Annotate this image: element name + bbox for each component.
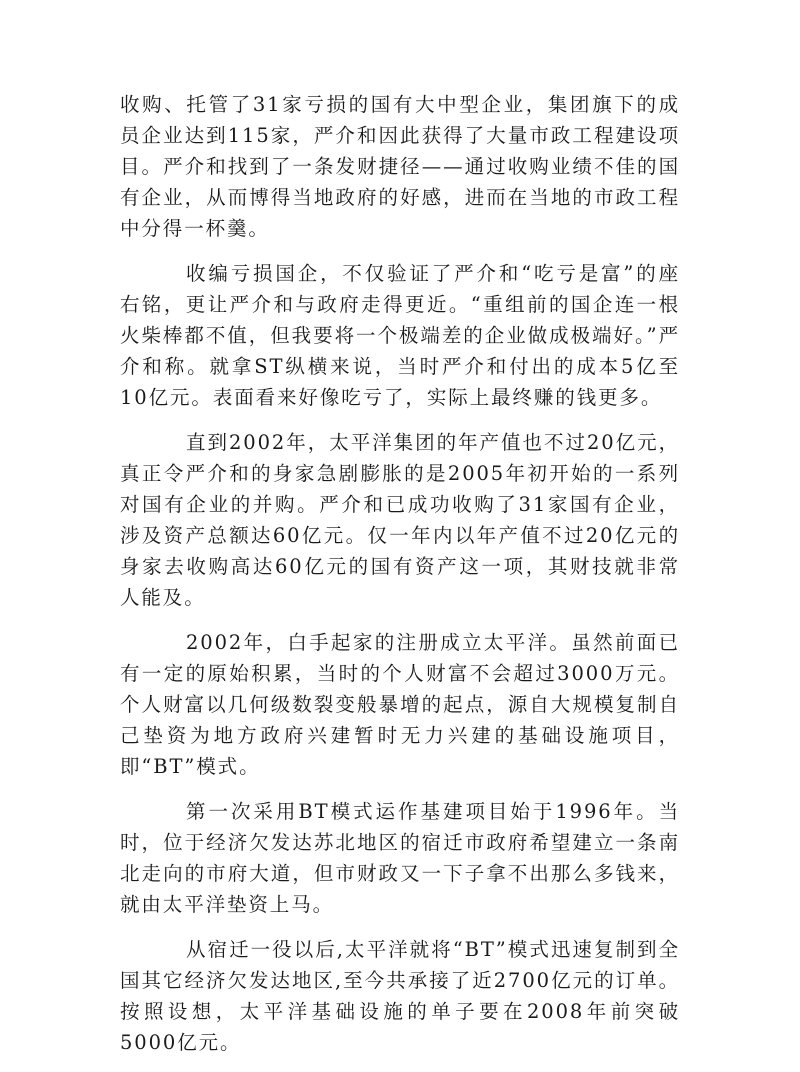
paragraph-loss-making-soes: 收编亏损国企，不仅验证了严介和“吃亏是富”的座右铭，更让严介和与政府走得更近。“重组前的国企连一根火柴棒都不值，但我要将一个极端差的企业做成极端好。”严介和称。就拿ST纵横来说，当时严介和付出的成本5亿至10亿元。表面看来好像吃亏了，实际上最终赚的钱更多。 [120, 262, 680, 409]
paragraph-first-bt: 第一次采用BT模式运作基建项目始于1996年。当时，位于经济欠发达苏北地区的宿迁市政府希望建立一条南北走向的市府大道，但市财政又一下子拿不出那么多钱来，就由太平洋垫资上马。 [120, 800, 680, 916]
document-page [120, 89, 680, 1072]
paragraph-2002-output: 直到2002年，太平洋集团的年产值也不过20亿元，真正令严介和的身家急剧膨胀的是2005年初开始的一系列对国有企业的并购。严介和已成功收购了31家国有企业，涉及资产总额达60亿元。仅一年内以年产值不过20亿元的身家去收购高达60亿元的国有资产这一项，其财技就非常人能及。 [120, 431, 680, 609]
paragraph-acquisitions: 收购、托管了31家亏损的国有大中型企业，集团旗下的成员企业达到115家，严介和因此获得了大量市政工程建设项目。严介和找到了一条发财捷径——通过收购业绩不佳的国有企业，从而博得当地政府的好感，进而在当地的市政工程中分得一杯羹。 [120, 93, 680, 240]
paragraph-founding: 2002年，白手起家的注册成立太平洋。虽然前面已有一定的原始积累，当时的个人财富不会超过3000万元。个人财富以几何级数裂变般暴增的起点，源自大规模复制自己垫资为地方政府兴建暂时无力兴建的基础设施项目，即“BT”模式。 [120, 631, 680, 778]
paragraph-bt-expansion: 从宿迁一役以后,太平洋就将“BT”模式迅速复制到全国其它经济欠发达地区,至今共承接了近2700亿元的订单。按照设想，太平洋基础设施的单子要在2008年前突破5000亿元。 [120, 938, 680, 1054]
